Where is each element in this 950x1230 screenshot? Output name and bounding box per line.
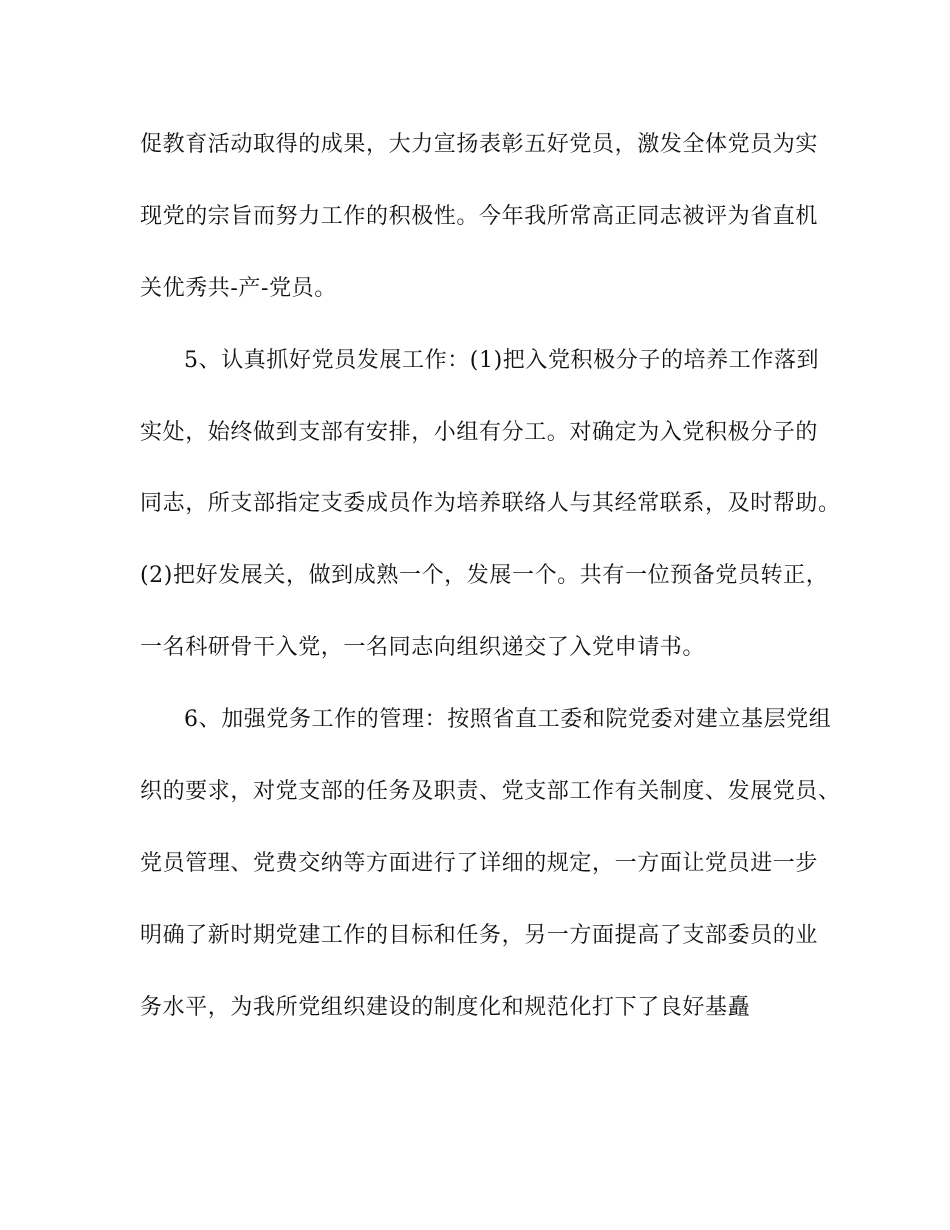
paragraph-line: 促教育活动取得的成果，大力宣扬表彰五好党员，激发全体党员为实 [140, 132, 819, 157]
paragraph-line: 织的要求，对党支部的任务及职责、党支部工作有关制度、发展党员、 [140, 779, 841, 804]
paragraph-line: 党员管理、党费交纳等方面进行了详细的规定，一方面让党员进一步 [140, 851, 819, 876]
paragraph-line: 明确了新时期党建工作的目标和任务，另一方面提高了支部委员的业 [140, 923, 819, 948]
paragraph-line: 关优秀共-产-党员。 [140, 276, 337, 301]
paragraph-line: 一名科研骨干入党，一名同志向组织递交了入党申请书。 [140, 635, 706, 660]
paragraph-line: 同志，所支部指定支委成员作为培养联络人与其经常联系，及时帮助。 [140, 491, 841, 516]
paragraph-line: 务水平，为我所党组织建设的制度化和规范化打下了良好基矗 [140, 995, 751, 1020]
paragraph-line: 5、认真抓好党员发展工作：(1)把入党积极分子的培养工作落到 [184, 348, 820, 373]
paragraph-line: 实处，始终做到支部有安排，小组有分工。对确定为入党积极分子的 [140, 420, 819, 445]
paragraph-line: 现党的宗旨而努力工作的积极性。今年我所常高正同志被评为省直机 [140, 204, 819, 229]
paragraph-line: (2)把好发展关，做到成熟一个，发展一个。共有一位预备党员转正， [140, 563, 829, 588]
paragraph-line: 6、加强党务工作的管理：按照省直工委和院党委对建立基层党组 [184, 707, 832, 732]
